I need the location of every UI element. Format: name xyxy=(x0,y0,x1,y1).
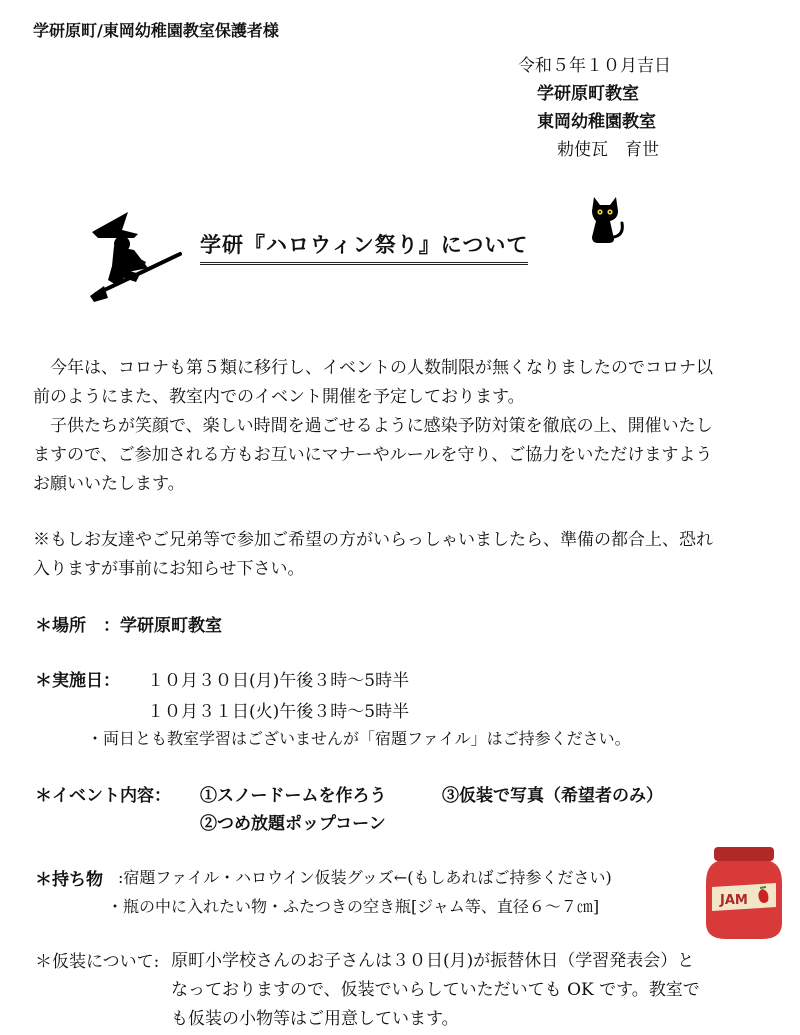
event-date-1: １０月３０日(月)午後３時〜5時半 xyxy=(147,671,410,691)
costume-label: ＊仮装について: xyxy=(35,952,160,972)
event-item-1: ①スノードームを作ろう xyxy=(200,786,387,806)
event-item-3: ③仮装で写真（希望者のみ） xyxy=(442,786,663,806)
attendance-note: ※もしお友達やご兄弟等で参加ご希望の方がいらっしゃいましたら、準備の都合上、恐れ入りますが事前にお知らせ下さい。 xyxy=(33,530,713,579)
dates-label: ＊実施日： xyxy=(35,671,120,691)
witch-on-broom-icon xyxy=(88,210,184,302)
black-cat-icon xyxy=(588,193,626,245)
teacher-name: 勅使瓦 育世 xyxy=(557,140,659,160)
organization-name-1: 学研原町教室 xyxy=(537,84,639,104)
issue-date: 令和５年１０月吉日 xyxy=(518,56,671,76)
belongings-line-2: ・瓶の中に入れたい物・ふたつきの空き瓶[ジャム等、直径６〜７㎝] xyxy=(107,897,600,916)
costume-details: 原町小学校さんのお子さんは３０日(月)が振替休日（学習発表会）となっておりますので、仮装でいらしていただいても OK です。教室でも仮装の小物等はご用意しています。 xyxy=(171,951,700,1029)
intro-paragraph-1: 今年は、コロナも第５類に移行し、イベントの人数制限が無くなりましたのでコロナ以前のようにまた、教室内でのイベント開催を予定しております。 xyxy=(33,358,713,407)
addressee-line: 学研原町/東岡幼稚園教室保護者様 xyxy=(33,21,279,40)
jam-label-text: JAM xyxy=(720,893,748,908)
intro-paragraph-2: 子供たちが笑顔で、楽しい時間を過ごせるように感染予防対策を徹底の上、開催いたしますので、ご参加される方もお互いにマナーやルールを守り、ご協力をいただけますようお願いいたします。 xyxy=(33,416,713,494)
location-line: ＊場所 ：学研原町教室 xyxy=(35,616,222,636)
event-date-2: １０月３１日(火)午後３時〜5時半 xyxy=(147,702,410,722)
event-item-2: ②つめ放題ポップコーン xyxy=(200,814,386,834)
jam-jar-icon xyxy=(700,843,788,943)
organization-name-2: 東岡幼稚園教室 xyxy=(537,112,656,132)
page-title: 学研『ハロウィン祭り』について xyxy=(200,229,528,265)
events-label: ＊イベント内容： xyxy=(35,786,171,806)
dates-note: ・両日とも教室学習はございませんが「宿題ファイル」はご持参ください。 xyxy=(87,729,631,748)
belongings-label: ＊持ち物 xyxy=(35,870,103,890)
belongings-line-1: :宿題ファイル・ハロウイン仮装グッズ←(もしあればご持参ください) xyxy=(118,868,612,887)
